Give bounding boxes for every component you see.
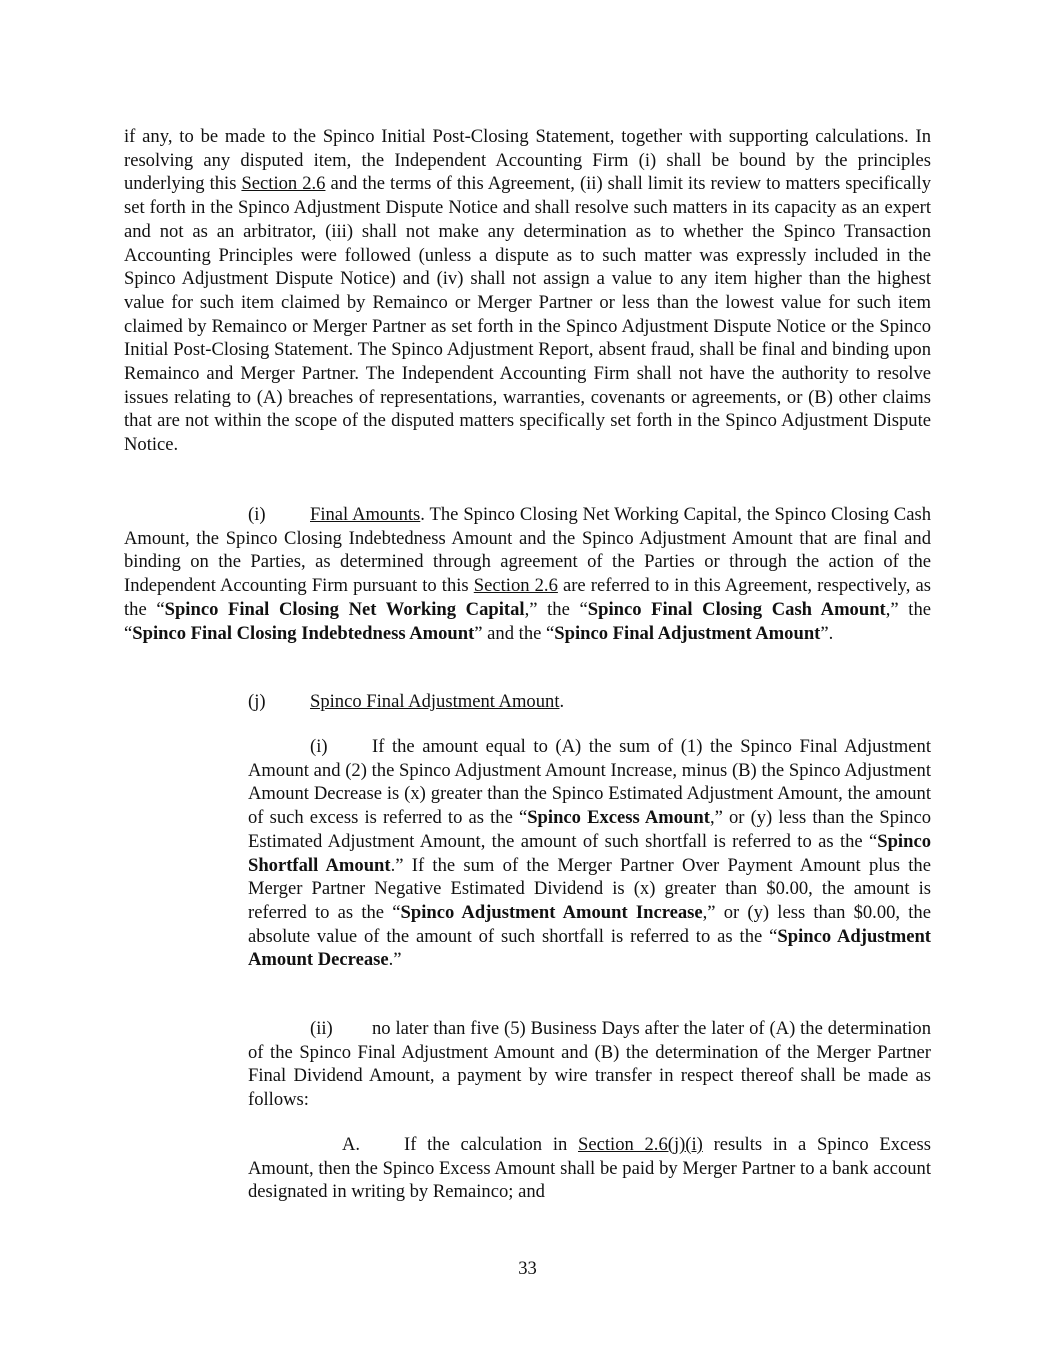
clause-label: (j) <box>248 691 266 712</box>
page-number: 33 <box>518 1258 537 1279</box>
clause-heading: Final Amounts <box>310 504 421 525</box>
clause-label: (ii) <box>310 1018 333 1039</box>
text-run: If the calculation in <box>404 1134 579 1155</box>
section-reference: Section 2.6 <box>241 173 326 195</box>
text-run: and the terms of this Agreement, (ii) shall limit its review to matters specifically set forth in the Spinco Adjustment Dispute Notice and shall resolve such matters in its capacity as an expert and not as an arbitrator, (iii) shall not make any determination as to whether the Spinco Transaction Accounting Principles were followed (unless a dispute as to such matter was expressly included in the Spinco Adjustment Dispute Notice) and (iv) shall not assign a value to any item higher than the highest value for such item claimed by Remainco or Merger Partner or less than the lowest value for such item claimed by Remainco or Merger Partner as set forth in the Spinco Adjustment Dispute Notice or the Spinco Initial Post-Closing Statement. The Spinco Adjustment Report, absent fraud, shall be final and binding upon Remainco and Merger Partner. The Independent Accounting Firm shall not have the authority to resolve issues relating to (A) breaches of representations, warranties, covenants or agreements, or (B) other claims that are not within the scope of the disputed matters specifically set forth in the Spinco Adjustment Dispute Notice. <box>124 173 931 456</box>
text-run: If the amount equal to (A) the sum of (1) the Spinco Final Adjustment Amount and (2) the Spinco Adjustment Amount Increase, minus (B) the Spinco Adjustment Amount Decrease is (x) greater than the Spinco Estimated Adjustment Amount, the amount of such excess is referred to as the “ <box>248 736 931 829</box>
defined-term: Spinco Final Closing Cash Amount <box>587 598 886 620</box>
text-run: ,” or (y) less than $0.00, the absolute value of the amount of such shortfall is referred to as the “ <box>248 901 931 947</box>
defined-term: Spinco Final Adjustment Amount <box>554 622 821 644</box>
clause-label: (i) <box>310 736 328 757</box>
defined-term: Spinco Final Closing Indebtedness Amount <box>132 622 475 644</box>
text-run: ”. <box>820 622 834 644</box>
paragraph-dispute-resolution <box>124 125 931 457</box>
defined-term: Spinco Final Closing Net Working Capital <box>164 598 525 620</box>
text-run: results in a Spinco Excess Amount, then the Spinco Excess Amount shall be paid by Merger Partner to a bank account designated in writing by Remainco; and <box>248 1134 931 1203</box>
clause-heading: Spinco Final Adjustment Amount <box>310 691 560 712</box>
text-run: if any, to be made to the Spinco Initial Post-Closing Statement, together with supporting calculations. In resolving any disputed item, the Independent Accounting Firm (i) shall be bound by the principles underlying this <box>124 126 931 195</box>
text-run: ,” the “ <box>524 598 588 620</box>
defined-term: Spinco Adjustment Amount Increase <box>400 901 703 923</box>
text-run: . <box>559 691 565 712</box>
text-run: .” <box>388 949 402 971</box>
paragraph-excess-shortfall <box>248 735 931 972</box>
paragraph-payment-timing <box>248 1017 931 1112</box>
text-run: ” and the “ <box>474 622 555 644</box>
section-reference: Section 2.6(j)(i) <box>578 1134 703 1155</box>
clause-label: (i) <box>248 504 266 525</box>
section-reference: Section 2.6 <box>473 575 558 597</box>
defined-term: Spinco Shortfall Amount <box>248 830 931 876</box>
defined-term: Spinco Excess Amount <box>527 807 710 829</box>
text-run: no later than five (5) Business Days after the later of (A) the determination of the Spinco Final Adjustment Amount and (B) the determination of the Merger Partner Final Dividend Amount, a payment by wire transfer in respect thereof shall be made as follows: <box>248 1018 931 1111</box>
text-run: are referred to in this Agreement, respectively, as the “ <box>124 575 931 620</box>
defined-term: Spinco Adjustment Amount Decrease <box>248 925 931 971</box>
clause-label: A. <box>342 1134 361 1155</box>
text-run: .” If the sum of the Merger Partner Over Payment Amount plus the Merger Partner Negative Estimated Dividend is (x) greater than $0.00, the amount is referred to as the “ <box>248 854 931 923</box>
paragraph-excess-payment <box>248 1133 931 1204</box>
text-run: ,” the “ <box>124 598 932 644</box>
text-run: . The Spinco Closing Net Working Capital, the Spinco Closing Cash Amount, the Spinco Closing Indebtedness Amount and the Spinco Adjustment Amount that are final and binding on the Parties, as determined through agreement of the Parties or through the action of the Independent Accounting Firm pursuant to this <box>124 504 931 597</box>
heading-spinco-final-adjustment-amount <box>124 690 931 714</box>
paragraph-final-amounts <box>124 503 931 645</box>
text-run: ,” or (y) less than the Spinco Estimated Adjustment Amount, the amount of such shortfall is referred to as the “ <box>248 807 931 852</box>
